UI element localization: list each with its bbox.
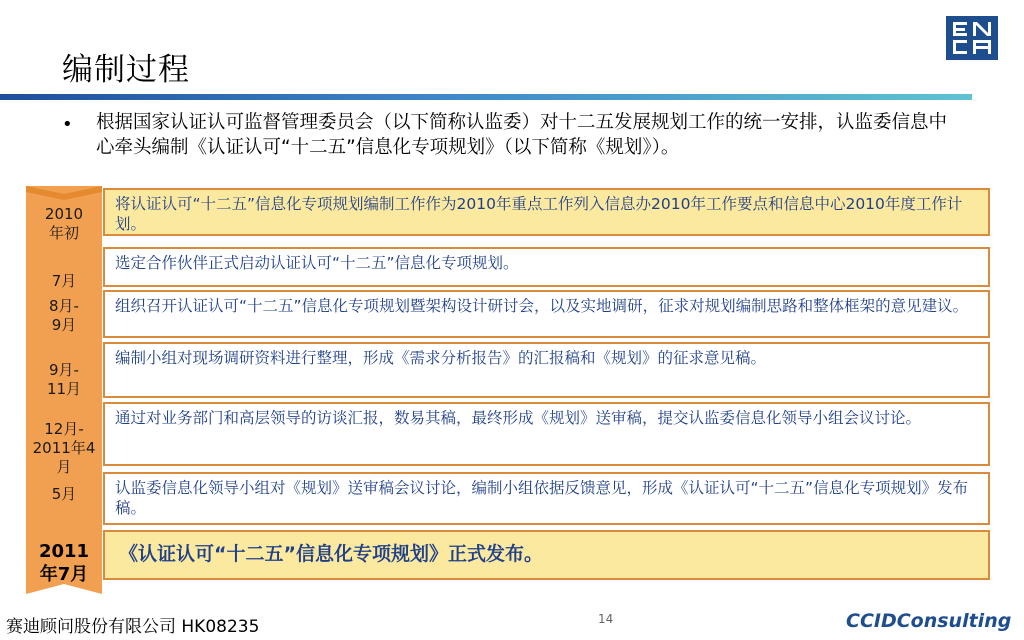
bullet-marker: • — [62, 114, 73, 135]
timeline-date-7: 2011 年7月 — [38, 541, 90, 585]
timeline-box-2 — [103, 247, 990, 287]
title-divider — [0, 94, 972, 100]
page-number: 14 — [598, 612, 614, 626]
timeline-text: 通过对业务部门和高层领导的访谈汇报，数易其稿，最终形成《规划》送审稿，提交认监委信息化领导小组会议讨论。 — [115, 409, 922, 427]
enca-logo-icon — [946, 16, 998, 60]
timeline-text: 《认证认可“十二五”信息化专项规划》正式发布。 — [119, 543, 543, 565]
timeline-box-6 — [103, 472, 990, 525]
timeline-date-6: 5月 — [51, 485, 77, 503]
timeline-box-5 — [103, 402, 990, 466]
timeline-box-4 — [103, 342, 990, 398]
timeline-box-3 — [103, 290, 990, 338]
timeline-box-7 — [103, 530, 990, 580]
timeline-text: 组织召开认证认可“十二五”信息化专项规划暨架构设计研讨会，以及实地调研，征求对规划编制思路和整体框架的意见建议。 — [115, 297, 969, 315]
timeline-text: 编制小组对现场调研资料进行整理，形成《需求分析报告》的汇报稿和《规划》的征求意见稿。 — [115, 349, 767, 367]
timeline-date-1: 2010 年初 — [44, 205, 84, 242]
timeline-date-4: 9月- 11月 — [46, 361, 82, 398]
ccid-brand-logo: CCIDConsulting — [846, 610, 1012, 632]
timeline-box-1 — [103, 188, 990, 236]
timeline-date-2: 7月 — [51, 272, 77, 290]
timeline-date-3: 8月- 9月 — [49, 297, 79, 334]
intro-bullet: 根据国家认证认可监督管理委员会（以下简称认监委）对十二五发展规划工作的统一安排，认监委信息中心牵头编制《认证认可“十二五”信息化专项规划》（以下简称《规划》）。 — [96, 112, 948, 158]
timeline-text: 将认证认可“十二五”信息化专项规划编制工作作为2010年重点工作列入信息办2010年工作要点和信息中心2010年度工作计划。 — [115, 195, 963, 233]
footer-company: 赛迪顾问股份有限公司 HK08235 — [6, 617, 260, 637]
timeline-date-5: 12月- 2011年4 月 — [32, 420, 96, 476]
timeline-text: 选定合作伙伴正式启动认证认可“十二五”信息化专项规划。 — [115, 254, 519, 272]
timeline-text: 认监委信息化领导小组对《规划》送审稿会议讨论，编制小组依据反馈意见，形成《认证认可“十二五”信息化专项规划》发布稿。 — [115, 479, 969, 517]
slide-title: 编制过程 — [62, 52, 190, 88]
